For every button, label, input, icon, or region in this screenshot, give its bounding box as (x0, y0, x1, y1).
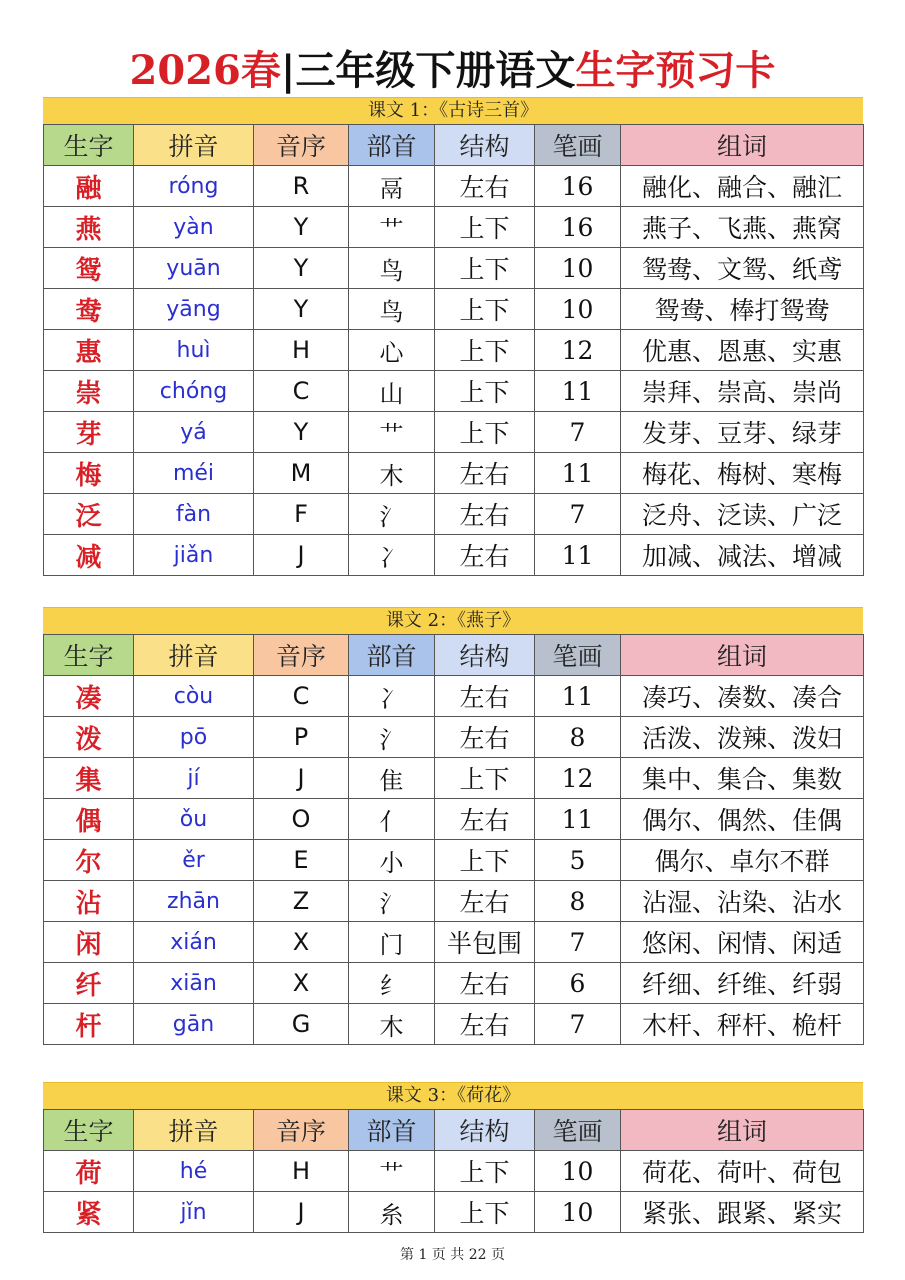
table-row (44, 453, 864, 494)
cell-structure: 上下 (435, 840, 535, 881)
cell-strokes: 12 (535, 758, 621, 799)
title-year-spring: 2026春 (129, 47, 281, 94)
cell-radical: 山 (349, 371, 435, 412)
cell-strokes: 11 (535, 371, 621, 412)
cell-strokes: 11 (535, 453, 621, 494)
cell-words: 紧张、跟紧、紧实 (621, 1192, 864, 1233)
cell-pinyin: xián (134, 922, 254, 963)
header-char: 生字 (44, 125, 134, 166)
cell-words: 加减、减法、增减 (621, 535, 864, 576)
cell-strokes: 16 (535, 207, 621, 248)
table-row (44, 758, 864, 799)
cell-radical: 艹 (349, 207, 435, 248)
cell-order: Y (254, 289, 349, 330)
header-pinyin: 拼音 (134, 125, 254, 166)
cell-order: J (254, 758, 349, 799)
cell-words: 崇拜、崇高、崇尚 (621, 371, 864, 412)
title-grade-subject: 三年级下册语文 (295, 47, 576, 94)
lesson-section-2 (43, 607, 863, 1045)
cell-order: C (254, 676, 349, 717)
cell-char: 梅 (44, 453, 134, 494)
cell-strokes: 16 (535, 166, 621, 207)
header-words: 组词 (621, 635, 864, 676)
cell-order: R (254, 166, 349, 207)
page-title (0, 40, 905, 102)
cell-structure: 左右 (435, 1004, 535, 1045)
cell-words: 优惠、恩惠、实惠 (621, 330, 864, 371)
cell-words: 纤细、纤维、纤弱 (621, 963, 864, 1004)
cell-pinyin: yàn (134, 207, 254, 248)
cell-order: Y (254, 207, 349, 248)
header-pinyin: 拼音 (134, 1110, 254, 1151)
cell-words: 木杆、秤杆、桅杆 (621, 1004, 864, 1045)
table-row (44, 1151, 864, 1192)
cell-strokes: 10 (535, 289, 621, 330)
cell-order: M (254, 453, 349, 494)
cell-pinyin: méi (134, 453, 254, 494)
cell-structure: 上下 (435, 289, 535, 330)
cell-radical: 木 (349, 1004, 435, 1045)
table-row (44, 166, 864, 207)
table-row (44, 799, 864, 840)
cell-order: Z (254, 881, 349, 922)
cell-structure: 左右 (435, 799, 535, 840)
cell-structure: 上下 (435, 412, 535, 453)
table-row (44, 676, 864, 717)
cell-order: X (254, 922, 349, 963)
header-structure: 结构 (435, 1110, 535, 1151)
header-pinyin: 拼音 (134, 635, 254, 676)
table-row (44, 330, 864, 371)
cell-pinyin: chóng (134, 371, 254, 412)
cell-char: 紧 (44, 1192, 134, 1233)
cell-words: 融化、融合、融汇 (621, 166, 864, 207)
cell-words: 发芽、豆芽、绿芽 (621, 412, 864, 453)
cell-char: 惠 (44, 330, 134, 371)
cell-pinyin: gān (134, 1004, 254, 1045)
cell-strokes: 11 (535, 799, 621, 840)
header-strokes: 笔画 (535, 635, 621, 676)
cell-words: 偶尔、偶然、佳偶 (621, 799, 864, 840)
lesson-section-1 (43, 97, 863, 576)
cell-radical: 艹 (349, 412, 435, 453)
cell-pinyin: còu (134, 676, 254, 717)
cell-radical: 冫 (349, 535, 435, 576)
cell-structure: 左右 (435, 453, 535, 494)
cell-pinyin: jǐn (134, 1192, 254, 1233)
cell-radical: 氵 (349, 717, 435, 758)
cell-order: J (254, 1192, 349, 1233)
table-row (44, 371, 864, 412)
table-row (44, 1192, 864, 1233)
cell-pinyin: pō (134, 717, 254, 758)
cell-strokes: 12 (535, 330, 621, 371)
cell-words: 悠闲、闲情、闲适 (621, 922, 864, 963)
cell-char: 荷 (44, 1151, 134, 1192)
cell-structure: 上下 (435, 758, 535, 799)
cell-order: X (254, 963, 349, 1004)
cell-pinyin: yá (134, 412, 254, 453)
cell-char: 鸳 (44, 248, 134, 289)
cell-radical: 冫 (349, 676, 435, 717)
cell-pinyin: yāng (134, 289, 254, 330)
cell-char: 芽 (44, 412, 134, 453)
header-structure: 结构 (435, 635, 535, 676)
lesson-section-3 (43, 1082, 863, 1233)
cell-order: G (254, 1004, 349, 1045)
cell-char: 偶 (44, 799, 134, 840)
cell-radical: 小 (349, 840, 435, 881)
cell-char: 鸯 (44, 289, 134, 330)
title-card-name: 生字预习卡 (575, 47, 776, 94)
cell-order: J (254, 535, 349, 576)
cell-structure: 左右 (435, 676, 535, 717)
table-row (44, 289, 864, 330)
cell-order: P (254, 717, 349, 758)
cell-radical: 木 (349, 453, 435, 494)
cell-order: H (254, 330, 349, 371)
cell-char: 融 (44, 166, 134, 207)
cell-pinyin: ǒu (134, 799, 254, 840)
cell-words: 泛舟、泛读、广泛 (621, 494, 864, 535)
vocab-table (43, 1109, 864, 1233)
cell-words: 鸳鸯、文鸳、纸鸢 (621, 248, 864, 289)
cell-char: 杆 (44, 1004, 134, 1045)
header-words: 组词 (621, 125, 864, 166)
table-row (44, 207, 864, 248)
cell-words: 偶尔、卓尔不群 (621, 840, 864, 881)
cell-strokes: 11 (535, 676, 621, 717)
cell-order: Y (254, 412, 349, 453)
table-header-row (44, 635, 864, 676)
cell-radical: 鬲 (349, 166, 435, 207)
cell-char: 燕 (44, 207, 134, 248)
cell-order: H (254, 1151, 349, 1192)
header-strokes: 笔画 (535, 125, 621, 166)
title-separator: | (280, 47, 296, 94)
table-row (44, 535, 864, 576)
page-footer: 第 1 页 共 22 页 (400, 1247, 505, 1263)
header-order: 音序 (254, 635, 349, 676)
cell-pinyin: zhān (134, 881, 254, 922)
cell-words: 荷花、荷叶、荷包 (621, 1151, 864, 1192)
cell-radical: 氵 (349, 494, 435, 535)
cell-pinyin: fàn (134, 494, 254, 535)
vocab-table (43, 124, 864, 576)
table-row (44, 963, 864, 1004)
cell-strokes: 7 (535, 1004, 621, 1045)
cell-order: Y (254, 248, 349, 289)
cell-strokes: 7 (535, 494, 621, 535)
header-char: 生字 (44, 635, 134, 676)
cell-structure: 半包围 (435, 922, 535, 963)
cell-words: 凑巧、凑数、凑合 (621, 676, 864, 717)
cell-pinyin: róng (134, 166, 254, 207)
cell-structure: 左右 (435, 881, 535, 922)
cell-pinyin: jí (134, 758, 254, 799)
cell-strokes: 10 (535, 1151, 621, 1192)
cell-radical: 隹 (349, 758, 435, 799)
cell-words: 沾湿、沾染、沾水 (621, 881, 864, 922)
cell-char: 尔 (44, 840, 134, 881)
cell-order: C (254, 371, 349, 412)
header-strokes: 笔画 (535, 1110, 621, 1151)
cell-strokes: 6 (535, 963, 621, 1004)
header-char: 生字 (44, 1110, 134, 1151)
cell-structure: 左右 (435, 535, 535, 576)
lesson-title: 课文 2：《燕子》 (43, 607, 863, 634)
table-header-row (44, 125, 864, 166)
cell-radical: 糸 (349, 1192, 435, 1233)
cell-radical: 亻 (349, 799, 435, 840)
header-order: 音序 (254, 125, 349, 166)
cell-pinyin: xiān (134, 963, 254, 1004)
cell-order: F (254, 494, 349, 535)
cell-radical: 氵 (349, 881, 435, 922)
cell-char: 沾 (44, 881, 134, 922)
lesson-title: 课文 3：《荷花》 (43, 1082, 863, 1109)
cell-structure: 左右 (435, 963, 535, 1004)
cell-structure: 上下 (435, 330, 535, 371)
cell-char: 泛 (44, 494, 134, 535)
header-radical: 部首 (349, 125, 435, 166)
cell-structure: 左右 (435, 166, 535, 207)
cell-radical: 鸟 (349, 248, 435, 289)
cell-strokes: 7 (535, 412, 621, 453)
cell-radical: 艹 (349, 1151, 435, 1192)
cell-strokes: 10 (535, 248, 621, 289)
cell-pinyin: hé (134, 1151, 254, 1192)
cell-radical: 门 (349, 922, 435, 963)
cell-char: 闲 (44, 922, 134, 963)
cell-structure: 左右 (435, 494, 535, 535)
header-structure: 结构 (435, 125, 535, 166)
cell-words: 燕子、飞燕、燕窝 (621, 207, 864, 248)
header-radical: 部首 (349, 635, 435, 676)
cell-char: 减 (44, 535, 134, 576)
table-row (44, 717, 864, 758)
cell-words: 梅花、梅树、寒梅 (621, 453, 864, 494)
cell-char: 泼 (44, 717, 134, 758)
cell-structure: 上下 (435, 1192, 535, 1233)
cell-pinyin: jiǎn (134, 535, 254, 576)
table-header-row (44, 1110, 864, 1151)
table-row (44, 248, 864, 289)
cell-structure: 上下 (435, 371, 535, 412)
cell-pinyin: ěr (134, 840, 254, 881)
cell-strokes: 11 (535, 535, 621, 576)
cell-words: 活泼、泼辣、泼妇 (621, 717, 864, 758)
cell-char: 凑 (44, 676, 134, 717)
lesson-title: 课文 1：《古诗三首》 (43, 97, 863, 124)
table-row (44, 881, 864, 922)
cell-words: 鸳鸯、棒打鸳鸯 (621, 289, 864, 330)
cell-char: 崇 (44, 371, 134, 412)
cell-words: 集中、集合、集数 (621, 758, 864, 799)
cell-radical: 鸟 (349, 289, 435, 330)
table-row (44, 1004, 864, 1045)
cell-char: 纤 (44, 963, 134, 1004)
cell-radical: 心 (349, 330, 435, 371)
cell-strokes: 7 (535, 922, 621, 963)
cell-radical: 纟 (349, 963, 435, 1004)
cell-pinyin: yuān (134, 248, 254, 289)
cell-strokes: 10 (535, 1192, 621, 1233)
cell-structure: 上下 (435, 1151, 535, 1192)
cell-strokes: 5 (535, 840, 621, 881)
cell-order: O (254, 799, 349, 840)
cell-order: E (254, 840, 349, 881)
cell-structure: 上下 (435, 207, 535, 248)
table-row (44, 922, 864, 963)
cell-pinyin: huì (134, 330, 254, 371)
cell-strokes: 8 (535, 717, 621, 758)
table-row (44, 840, 864, 881)
cell-strokes: 8 (535, 881, 621, 922)
table-row (44, 494, 864, 535)
cell-structure: 左右 (435, 717, 535, 758)
header-order: 音序 (254, 1110, 349, 1151)
vocab-table (43, 634, 864, 1045)
header-radical: 部首 (349, 1110, 435, 1151)
cell-structure: 上下 (435, 248, 535, 289)
table-row (44, 412, 864, 453)
cell-char: 集 (44, 758, 134, 799)
header-words: 组词 (621, 1110, 864, 1151)
